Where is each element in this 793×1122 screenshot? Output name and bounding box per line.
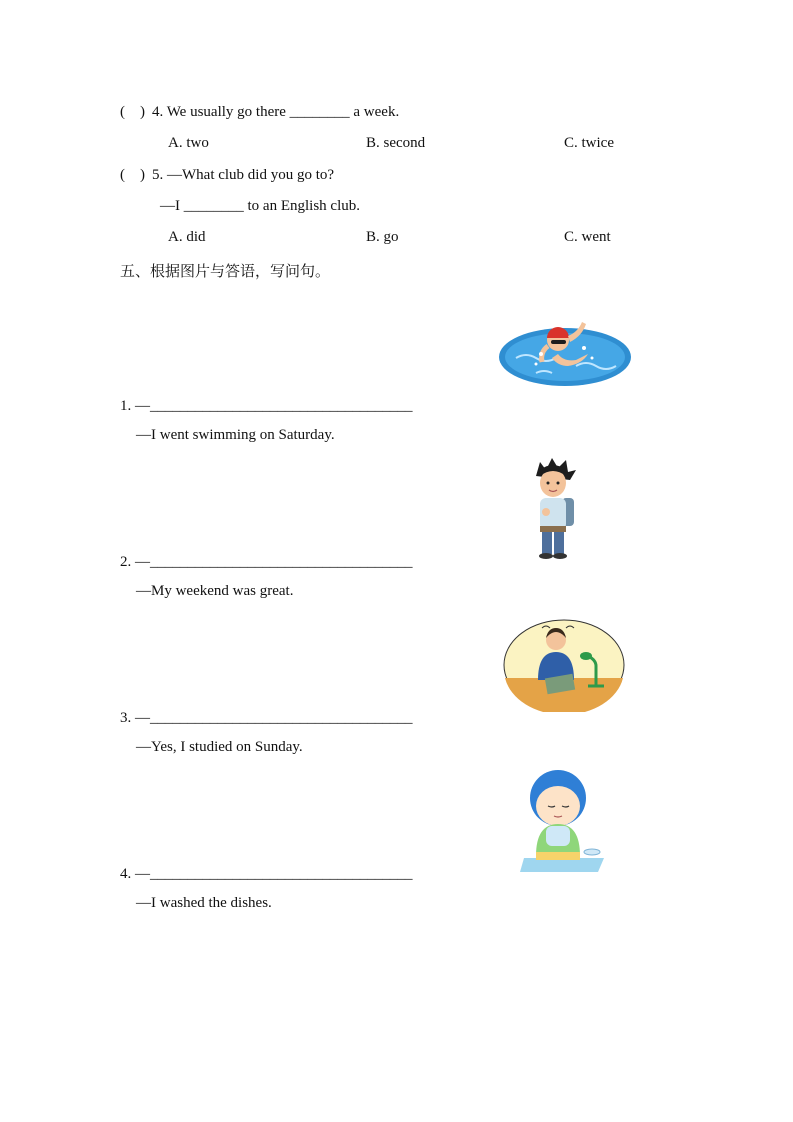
q5-stem: 5. —What club did you go to? xyxy=(152,167,335,183)
swimming-boy-image xyxy=(496,318,636,390)
q5-option-b: B. go xyxy=(366,229,399,245)
boy-with-backpack-image xyxy=(528,458,582,562)
q5-option-c: C. went xyxy=(564,229,611,245)
item-4-question-blank[interactable]: 4. —___________________________________ xyxy=(120,866,413,882)
q5-option-a: A. did xyxy=(168,229,206,245)
q4-option-b: B. second xyxy=(366,135,426,151)
q4-option-a: A. two xyxy=(168,135,209,151)
boy-studying-at-desk-image xyxy=(502,618,626,712)
q4-stem: 4. We usually go there ________ a week. xyxy=(152,104,400,120)
item-1-question-blank[interactable]: 1. —___________________________________ xyxy=(120,398,413,414)
q4-paren: ( ) xyxy=(120,104,145,120)
section-5-heading: 五、根据图片与答语，写问句。 xyxy=(120,262,331,280)
item-4-answer: —I washed the dishes. xyxy=(136,895,272,911)
q5-answer-line: —I ________ to an English club. xyxy=(160,198,360,214)
q4-option-c: C. twice xyxy=(564,135,614,151)
item-3-question-blank[interactable]: 3. —___________________________________ xyxy=(120,710,413,726)
item-3-answer: —Yes, I studied on Sunday. xyxy=(136,739,303,755)
item-2-question-blank[interactable]: 2. —___________________________________ xyxy=(120,554,413,570)
item-1-answer: —I went swimming on Saturday. xyxy=(136,427,335,443)
q5-paren: ( ) xyxy=(120,167,145,183)
item-2-answer: —My weekend was great. xyxy=(136,583,294,599)
boy-washing-dishes-image xyxy=(514,766,608,874)
